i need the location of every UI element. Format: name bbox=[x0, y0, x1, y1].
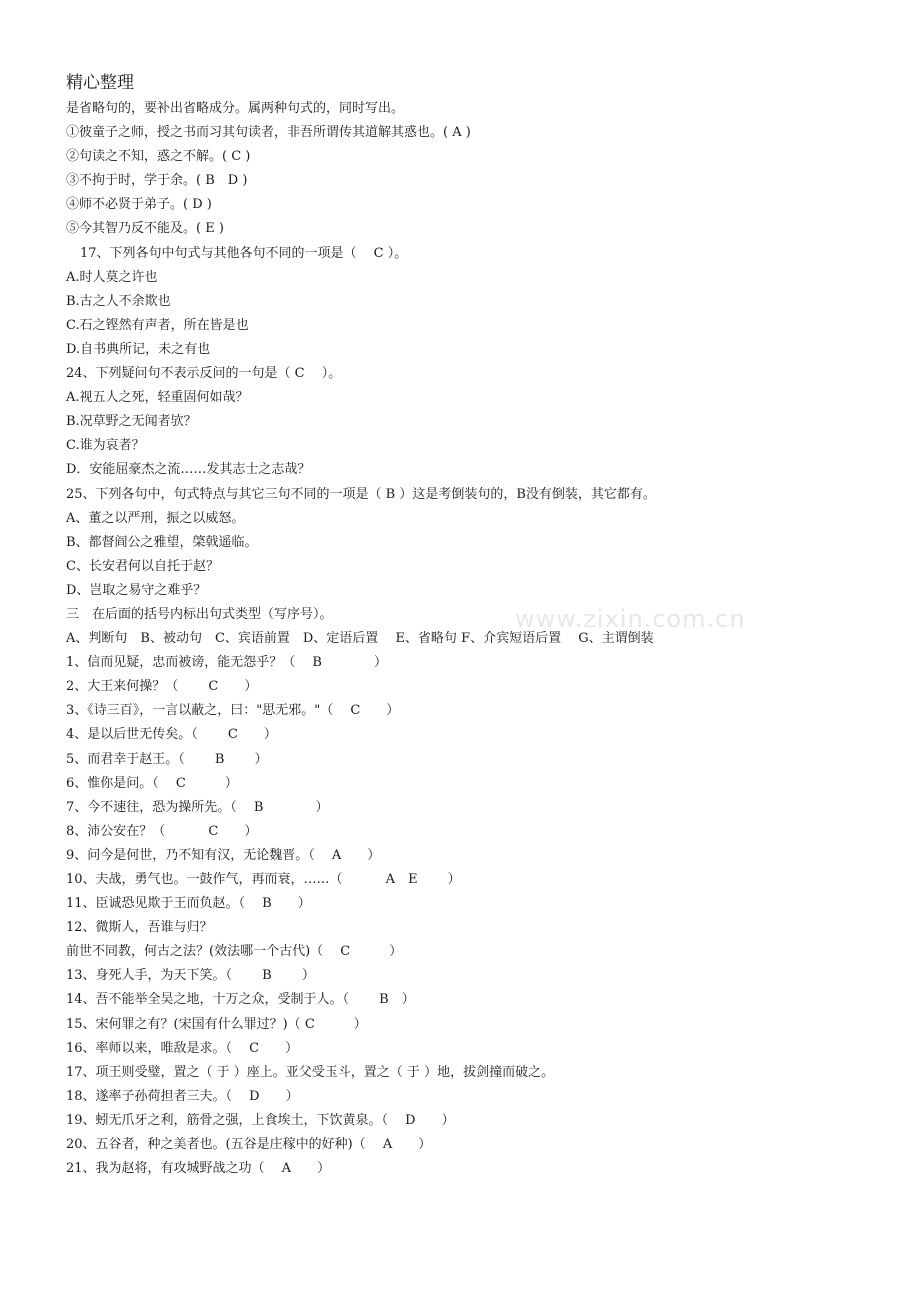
text-line: 13、身死人手，为天下笑。（ B ） bbox=[66, 968, 315, 984]
text-line: 14、吾不能举全吴之地，十万之众，受制于人。（ B ） bbox=[66, 992, 415, 1008]
text-line: 21、我为赵将，有攻城野战之功（ A ） bbox=[66, 1161, 331, 1177]
text-line: B.况草野之无闻者欤？ bbox=[66, 414, 197, 430]
text-line: A.时人莫之许也 bbox=[66, 269, 158, 285]
text-line: C、长安君何以自托于赵？ bbox=[66, 558, 219, 574]
document-page bbox=[66, 70, 886, 1181]
text-line: B.古之人不余欺也 bbox=[66, 293, 171, 309]
text-line: 18、遂率子孙荷担者三夫。（ D ） bbox=[66, 1088, 299, 1104]
text-line: ①彼童子之师，授之书而习其句读者，非吾所谓传其道解其惑也。( A ) bbox=[66, 125, 471, 141]
text-body bbox=[66, 97, 886, 1181]
text-line: A、董之以严刑，振之以威怒。 bbox=[66, 510, 245, 526]
text-line: 20、五谷者，种之美者也。(五谷是庄稼中的好种)（ A ） bbox=[66, 1137, 432, 1153]
text-line: ⑤今其智乃反不能及。( E ) bbox=[66, 221, 224, 237]
text-line: 12、微斯人，吾谁与归？ bbox=[66, 920, 213, 936]
text-line: C.谁为哀者？ bbox=[66, 438, 145, 454]
text-line: A、判断句 B、被动句 C、宾语前置 D、定语后置 E、省略句 F、介宾短语后置 G、主谓倒装 bbox=[66, 631, 654, 647]
text-line: D.自书典所记，未之有也 bbox=[66, 341, 211, 357]
text-line: 15、宋何罪之有？(宋国有什么罪过？)（ C ） bbox=[66, 1016, 367, 1032]
text-line: 前世不同教，何古之法？(效法哪一个古代)（ C ） bbox=[66, 944, 403, 960]
text-line: A.视五人之死，轻重固何如哉？ bbox=[66, 390, 249, 406]
text-line: 8、沛公安在？（ C ） bbox=[66, 823, 258, 839]
page-title: 精心整理 bbox=[66, 73, 134, 93]
text-line: 10、夫战，勇气也。一鼓作气，再而衰，……（ A E ） bbox=[66, 872, 461, 887]
text-line: ④师不必贤于弟子。( D ) bbox=[66, 197, 212, 213]
text-line: 是省略句的，要补出省略成分。属两种句式的，同时写出。 bbox=[66, 101, 405, 116]
text-line: C.石之铿然有声者，所在皆是也 bbox=[66, 317, 249, 333]
text-line: ③不拘于时，学于余。( B D ) bbox=[66, 173, 248, 189]
text-line: 19、蚓无爪牙之利，筋骨之强，上食埃土，下饮黄泉。（ D ） bbox=[66, 1112, 455, 1128]
text-line: 3、《诗三百》，一言以蔽之，曰："思无邪。"（ C ） bbox=[66, 703, 400, 719]
text-line: 1、信而见疑，忠而被谤，能无怨乎？（ B ） bbox=[66, 655, 387, 671]
text-line: 2、大王来何操？（ C ） bbox=[66, 679, 258, 695]
text-line: 11、臣诚恐见欺于王而负赵。（ B ） bbox=[66, 896, 311, 912]
question-heading: 24、下列疑问句不表示反问的一句是（ C ）。 bbox=[66, 366, 342, 382]
text-line: 7、今不速往，恐为操所先。（ B ） bbox=[66, 799, 329, 815]
text-line: 9、问今是何世，乃不知有汉，无论魏晋。（ A ） bbox=[66, 847, 381, 863]
text-line: B、都督阎公之雅望，棨戟遥临。 bbox=[66, 534, 258, 550]
text-line: 16、率师以来，唯敌是求。（ C ） bbox=[66, 1040, 299, 1056]
text-line: 5、而君幸于赵王。（ B ） bbox=[66, 751, 268, 767]
text-line: 4、是以后世无传矣。（ C ） bbox=[66, 727, 277, 743]
text-line: D．安能屈豪杰之流……发其志士之志哉？ bbox=[66, 462, 311, 478]
text-line: 6、惟你是问。（ C ） bbox=[66, 775, 238, 791]
text-line: D、岂取之易守之难乎？ bbox=[66, 582, 207, 598]
text-line: 17、项王则受璧，置之（ 于 ）座上。亚父受玉斗，置之（ 于 ）地，拔剑撞而破之。 bbox=[66, 1064, 555, 1080]
question-heading: 17、下列各句中句式与其他各句不同的一项是（ C ）。 bbox=[80, 245, 408, 261]
question-heading: 25、下列各句中，句式特点与其它三句不同的一项是（ B ）这是考倒装句的，B没有倒装，其它都有。 bbox=[66, 486, 656, 502]
section-heading: 三 在后面的括号内标出句式类型（写序号）。 bbox=[66, 606, 333, 622]
watermark: www.zixin.com.cn bbox=[515, 605, 746, 633]
text-line: ②句读之不知，惑之不解。( C ) bbox=[66, 149, 251, 165]
